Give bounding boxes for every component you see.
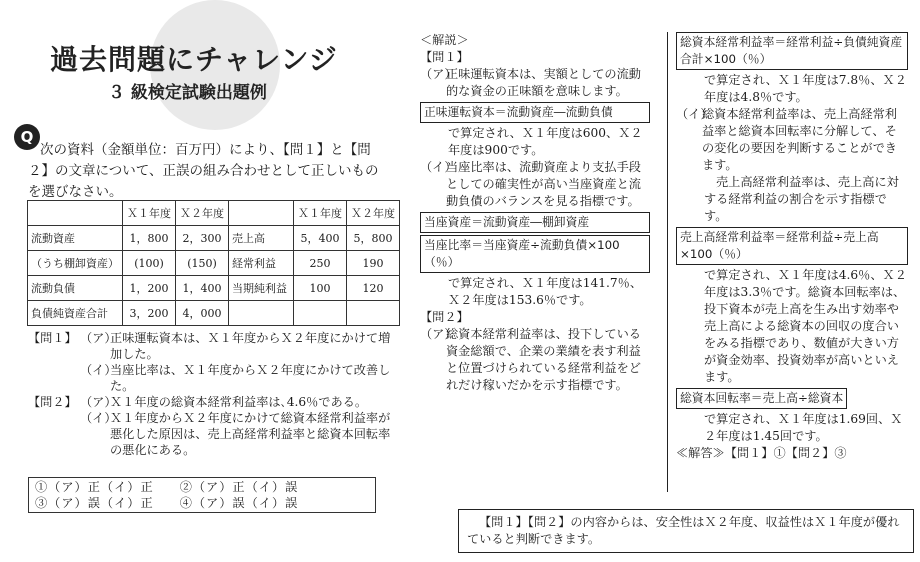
explanation-item <box>420 326 650 394</box>
table-cell: 250 <box>294 251 347 276</box>
column-divider <box>667 32 668 492</box>
choice-option: ④（ア）誤（イ）誤 <box>179 496 299 510</box>
item-text: 総資本経常利益率は、投下している資金総額で、企業の業績を表す利益と位置づけられている経常利益をどれだけ稼いだかを示す指標です。 <box>446 327 641 392</box>
item-marker: （イ） <box>420 160 457 174</box>
table-cell: 4，000 <box>176 301 229 326</box>
table-row <box>28 226 400 251</box>
table-row <box>28 276 400 301</box>
summary-note-box: 【問１】【問２】の内容からは、安全性はＸ２年度、収益性はＸ１年度が優れていると判断できます。 <box>458 509 914 553</box>
page-title: 過去問題にチャレンジ <box>50 43 338 76</box>
table-cell: 5，800 <box>347 226 400 251</box>
table-cell: 190 <box>347 251 400 276</box>
problem-text: 当座比率は、Ｘ１年度からＸ２年度にかけて改善した。 <box>110 363 391 393</box>
question-badge-icon: Q <box>14 124 40 150</box>
explanation-column-2 <box>676 32 908 462</box>
explanation-item <box>420 159 650 210</box>
table-cell: 2，300 <box>176 226 229 251</box>
problem-item <box>28 330 393 362</box>
table-cell <box>294 301 347 326</box>
problem-sub-label: （ア） <box>80 331 117 345</box>
financial-data-table <box>27 200 400 326</box>
table-cell: 1，400 <box>176 276 229 301</box>
problem-text: Ｘ１年度からＸ２年度にかけて総資本経常利益率が悪化した原因は、売上高経常利益率と総資本回転率の悪化にある。 <box>110 411 391 457</box>
problem-item <box>28 410 393 458</box>
problem-label: 【問２】 <box>28 395 77 409</box>
explanation-item <box>676 106 908 174</box>
item-marker: （イ） <box>676 107 713 121</box>
table-row <box>28 251 400 276</box>
table-cell: (150) <box>176 251 229 276</box>
choice-row <box>35 495 369 511</box>
problem-item <box>28 362 393 394</box>
table-cell: 120 <box>347 276 400 301</box>
problem-text: Ｘ１年度の総資本経常利益率は､4.6％である。 <box>110 395 368 409</box>
table-cell: 経常利益 <box>229 251 294 276</box>
table-header-cell <box>229 201 294 226</box>
calc-text: で算定され、Ｘ１年度は141.7％、Ｘ２年度は153.6％です。 <box>448 276 643 307</box>
formula-box: 総資本回転率＝売上高÷総資本 <box>676 388 847 409</box>
table-cell: 3，200 <box>123 301 176 326</box>
table-header-cell: Ｘ２年度 <box>176 201 229 226</box>
item-text: 正味運転資本は、実額としての流動的な資金の正味額を意味します。 <box>446 67 641 98</box>
table-header-cell: Ｘ２年度 <box>347 201 400 226</box>
explanation-q1-label: 【問１】 <box>420 50 469 64</box>
explanation-heading: ＜解説＞ <box>420 33 469 47</box>
table-header-cell: Ｘ１年度 <box>123 201 176 226</box>
formula-box: 総資本経常利益率＝経常利益÷負債純資産合計×100（％） <box>676 32 908 70</box>
table-cell <box>229 301 294 326</box>
problem-label <box>28 410 80 458</box>
table-cell: 流動負債 <box>28 276 123 301</box>
table-cell: 当期純利益 <box>229 276 294 301</box>
problem-sub-label: （イ） <box>80 363 117 377</box>
table-cell: 負債純資産合計 <box>28 301 123 326</box>
table-cell: 100 <box>294 276 347 301</box>
item-marker: （ア） <box>420 67 457 81</box>
problem-label: 【問１】 <box>28 331 77 345</box>
problem-list <box>28 330 393 458</box>
problem-sub-label: （ア） <box>80 395 117 409</box>
calc-text: 売上高経常利益率は、売上高に対する経常利益の割合を示す指標です。 <box>704 175 899 223</box>
item-marker: （ア） <box>420 327 457 341</box>
answer-text: ≪解答≫【問１】①【問２】③ <box>676 446 847 460</box>
formula-box: 当座比率＝当座資産÷流動負債×100（％） <box>420 235 650 273</box>
explanation-q2-label: 【問２】 <box>420 310 469 324</box>
table-cell: 流動資産 <box>28 226 123 251</box>
table-header-cell: Ｘ１年度 <box>294 201 347 226</box>
formula-box: 売上高経常利益率＝経常利益÷売上高×100（％） <box>676 227 908 265</box>
calc-text: で算定され、Ｘ１年度は4.6％、Ｘ２年度は3.3％です。総資本回転率は、投下資本が売上高を生み出す効率や売上高による総資本の回収の度合いをみる指標であり、数値が大きい方が資金効率、投資効率が高いといえます。 <box>704 268 907 384</box>
item-text: 総資本経常利益率は、売上高経常利益率と総資本回転率に分解して、その変化の要因を判断することができます。 <box>702 107 897 172</box>
choice-option: ②（ア）正（イ）誤 <box>179 480 299 494</box>
explanation-column-1 <box>420 32 650 394</box>
problem-label <box>28 362 80 394</box>
table-cell: (100) <box>123 251 176 276</box>
problem-text: 正味運転資本は、Ｘ１年度からＸ２年度にかけて増加した。 <box>110 331 391 361</box>
table-cell: 1，800 <box>123 226 176 251</box>
formula-box: 当座資産＝流動資産―棚卸資産 <box>420 212 650 233</box>
calc-text: で算定され、Ｘ１年度は600、Ｘ２年度は900です。 <box>448 126 643 157</box>
calc-text: で算定され、Ｘ１年度は1.69回、Ｘ２年度は1.45回です。 <box>704 412 903 443</box>
table-cell: （うち棚卸資産） <box>28 251 123 276</box>
problem-sub-label: （イ） <box>80 411 117 425</box>
formula-box: 正味運転資本＝流動資産―流動負債 <box>420 102 650 123</box>
table-cell: 5，400 <box>294 226 347 251</box>
choice-row <box>35 479 369 495</box>
table-row <box>28 301 400 326</box>
answer-choices-box <box>28 477 376 513</box>
table-header-cell <box>28 201 123 226</box>
page-subtitle: ３ 級検定試験出題例 <box>108 83 267 103</box>
table-cell <box>347 301 400 326</box>
question-text: 次の資料（金額単位：百万円）により、【問１】と【問２】の文章について、正誤の組み合わせとして正しいものを選びなさい。 <box>28 142 379 200</box>
calc-text: で算定され、Ｘ１年度は7.8％、Ｘ２年度は4.8％です。 <box>704 73 907 104</box>
table-header-row <box>28 201 400 226</box>
choice-option: ③（ア）誤（イ）正 <box>35 496 154 510</box>
problem-item <box>28 394 393 410</box>
item-text: 当座比率は、流動資産より支払手段としての確実性が高い当座資産と流動負債のバランスを見る指標です。 <box>446 160 641 208</box>
table-cell: 1，200 <box>123 276 176 301</box>
explanation-item <box>420 66 650 100</box>
table-cell: 売上高 <box>229 226 294 251</box>
choice-option: ①（ア）正（イ）正 <box>35 480 154 494</box>
